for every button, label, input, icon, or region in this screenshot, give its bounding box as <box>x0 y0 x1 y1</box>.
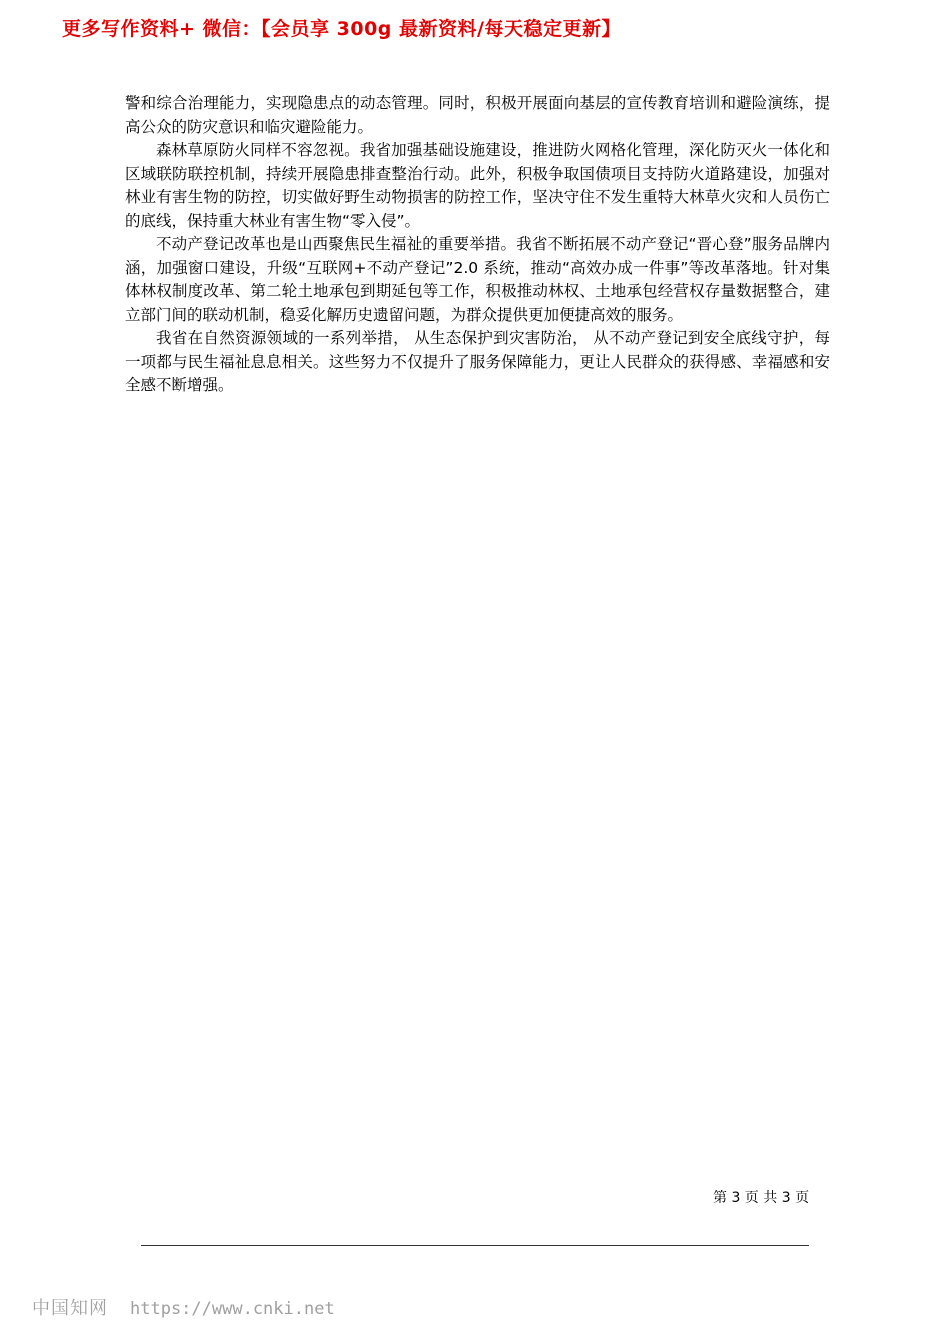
paragraph: 不动产登记改革也是山西聚焦民生福祉的重要举措。我省不断拓展不动产登记“晋心登”服务品牌内涵，加强窗口建设，升级“互联网+不动产登记”2.0 系统，推动“高效办成一件事”等改革落地。针对集体林权制度改革、第二轮土地承包到期延包等工作，积极推动林权、土地承包经营权存量数据整合，建立部门间的联动机制，稳妥化解历史遗留问题，为群众提供更加便捷高效的服务。 <box>125 235 830 324</box>
paragraph: 森林草原防火同样不容忽视。我省加强基础设施建设，推进防火网格化管理，深化防灭火一体化和区域联防联控机制，持续开展隐患排查整治行动。此外，积极争取国债项目支持防火道路建设，加强对林业有害生物的防控，切实做好野生动物损害的防控工作，坚决守住不发生重特大林草火灾和人员伤亡的底线，保持重大林业有害生物“零入侵”。 <box>125 141 830 230</box>
footer-divider <box>141 1245 809 1246</box>
paragraph: 警和综合治理能力，实现隐患点的动态管理。同时，积极开展面向基层的宣传教育培训和避险演练，提高公众的防灾意识和临灾避险能力。 <box>125 94 830 136</box>
paragraph: 我省在自然资源领域的一系列举措， 从生态保护到灾害防治， 从不动产登记到安全底线守护，每一项都与民生福祉息息相关。这些努力不仅提升了服务保障能力，更让人民群众的获得感、幸福感和安全感不断增强。 <box>125 329 830 394</box>
watermark <box>32 1294 335 1320</box>
page-number: 第 3 页 共 3 页 <box>713 1190 810 1206</box>
watermark-name: 中国知网 <box>32 1298 108 1319</box>
watermark-url: https://www.cnki.net <box>130 1299 335 1319</box>
promo-banner: 更多写作资料+ 微信：【会员享 300g 最新资料/每天稳定更新】 <box>62 18 621 40</box>
document-body <box>125 92 830 398</box>
